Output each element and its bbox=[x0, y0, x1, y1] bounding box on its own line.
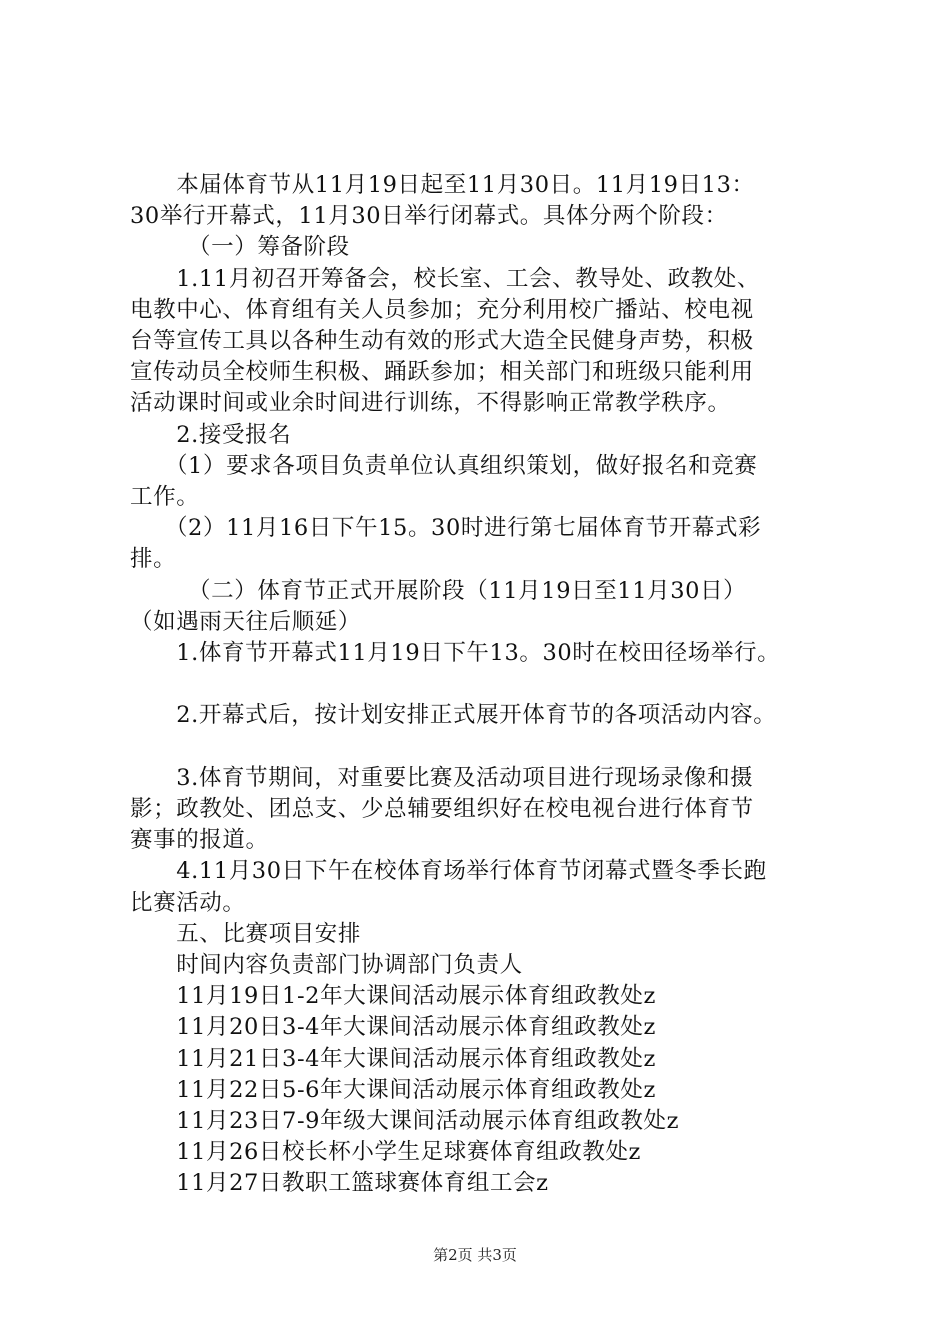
text-line: 五、比赛项目安排 bbox=[130, 920, 362, 947]
text-line: 11月20日3-4年大课间活动展示体育组政教处z bbox=[130, 1014, 656, 1041]
text-line: 11月27日教职工篮球赛体育组工会z bbox=[130, 1170, 549, 1197]
blank-line bbox=[130, 669, 830, 700]
text-line: 1.体育节开幕式11月19日下午13。30时在校田径场举行。 bbox=[130, 640, 781, 667]
text-line: 赛事的报道。 bbox=[130, 827, 269, 854]
document-body bbox=[130, 170, 830, 1200]
text-line: 影；政教处、团总支、少总辅要组织好在校电视台进行体育节 bbox=[130, 796, 754, 823]
text-line: 工作。 bbox=[130, 484, 200, 511]
text-line: 本届体育节从11月19日起至11月30日。11月19日13： bbox=[130, 172, 755, 198]
text-line: 时间内容负责部门协调部门负责人 bbox=[130, 952, 523, 979]
text-line: 排。 bbox=[130, 546, 177, 573]
text-line: （1）要求各项目负责单位认真组织策划，做好报名和竞赛 bbox=[130, 452, 758, 479]
text-line: 台等宣传工具以各种生动有效的形式大造全民健身声势，积极 bbox=[130, 328, 754, 355]
page-footer: 第2页 共3页 bbox=[433, 1246, 517, 1264]
text-line: 4.11月30日下午在校体育场举行体育节闭幕式暨冬季长跑 bbox=[130, 858, 767, 885]
text-line: 11月19日1-2年大课间活动展示体育组政教处z bbox=[130, 983, 656, 1010]
text-line: 比赛活动。 bbox=[130, 889, 246, 916]
text-line: 30举行开幕式，11月30日举行闭幕式。具体分两个阶段： bbox=[130, 203, 728, 230]
text-line: 11月22日5-6年大课间活动展示体育组政教处z bbox=[130, 1076, 656, 1103]
text-line: （如遇雨天往后顺延） bbox=[130, 608, 362, 635]
text-line: （二）体育节正式开展阶段（11月19日至11月30日） bbox=[130, 577, 747, 604]
text-line: 11月26日校长杯小学生足球赛体育组政教处z bbox=[130, 1139, 642, 1166]
text-line: 3.体育节期间，对重要比赛及活动项目进行现场录像和摄 bbox=[130, 764, 754, 791]
text-line: 2.接受报名 bbox=[130, 421, 292, 448]
text-line: 11月21日3-4年大课间活动展示体育组政教处z bbox=[130, 1045, 656, 1072]
text-line: 宣传动员全校师生积极、踊跃参加；相关部门和班级只能利用 bbox=[130, 359, 754, 386]
text-line: 2.开幕式后，按计划安排正式展开体育节的各项活动内容。 bbox=[130, 702, 777, 729]
text-line: 1.11月初召开筹备会，校长室、工会、教导处、政教处、 bbox=[130, 265, 760, 292]
text-line: 电教中心、体育组有关人员参加；充分利用校广播站、校电视 bbox=[130, 296, 754, 323]
text-line: 11月23日7-9年级大课间活动展示体育组政教处z bbox=[130, 1108, 680, 1135]
text-line: （2）11月16日下午15。30时进行第七届体育节开幕式彩 bbox=[130, 515, 762, 542]
text-line: 活动课时间或业余时间进行训练，不得影响正常教学秩序。 bbox=[130, 390, 731, 417]
text-line: （一）筹备阶段 bbox=[130, 234, 350, 261]
blank-line bbox=[130, 732, 830, 763]
